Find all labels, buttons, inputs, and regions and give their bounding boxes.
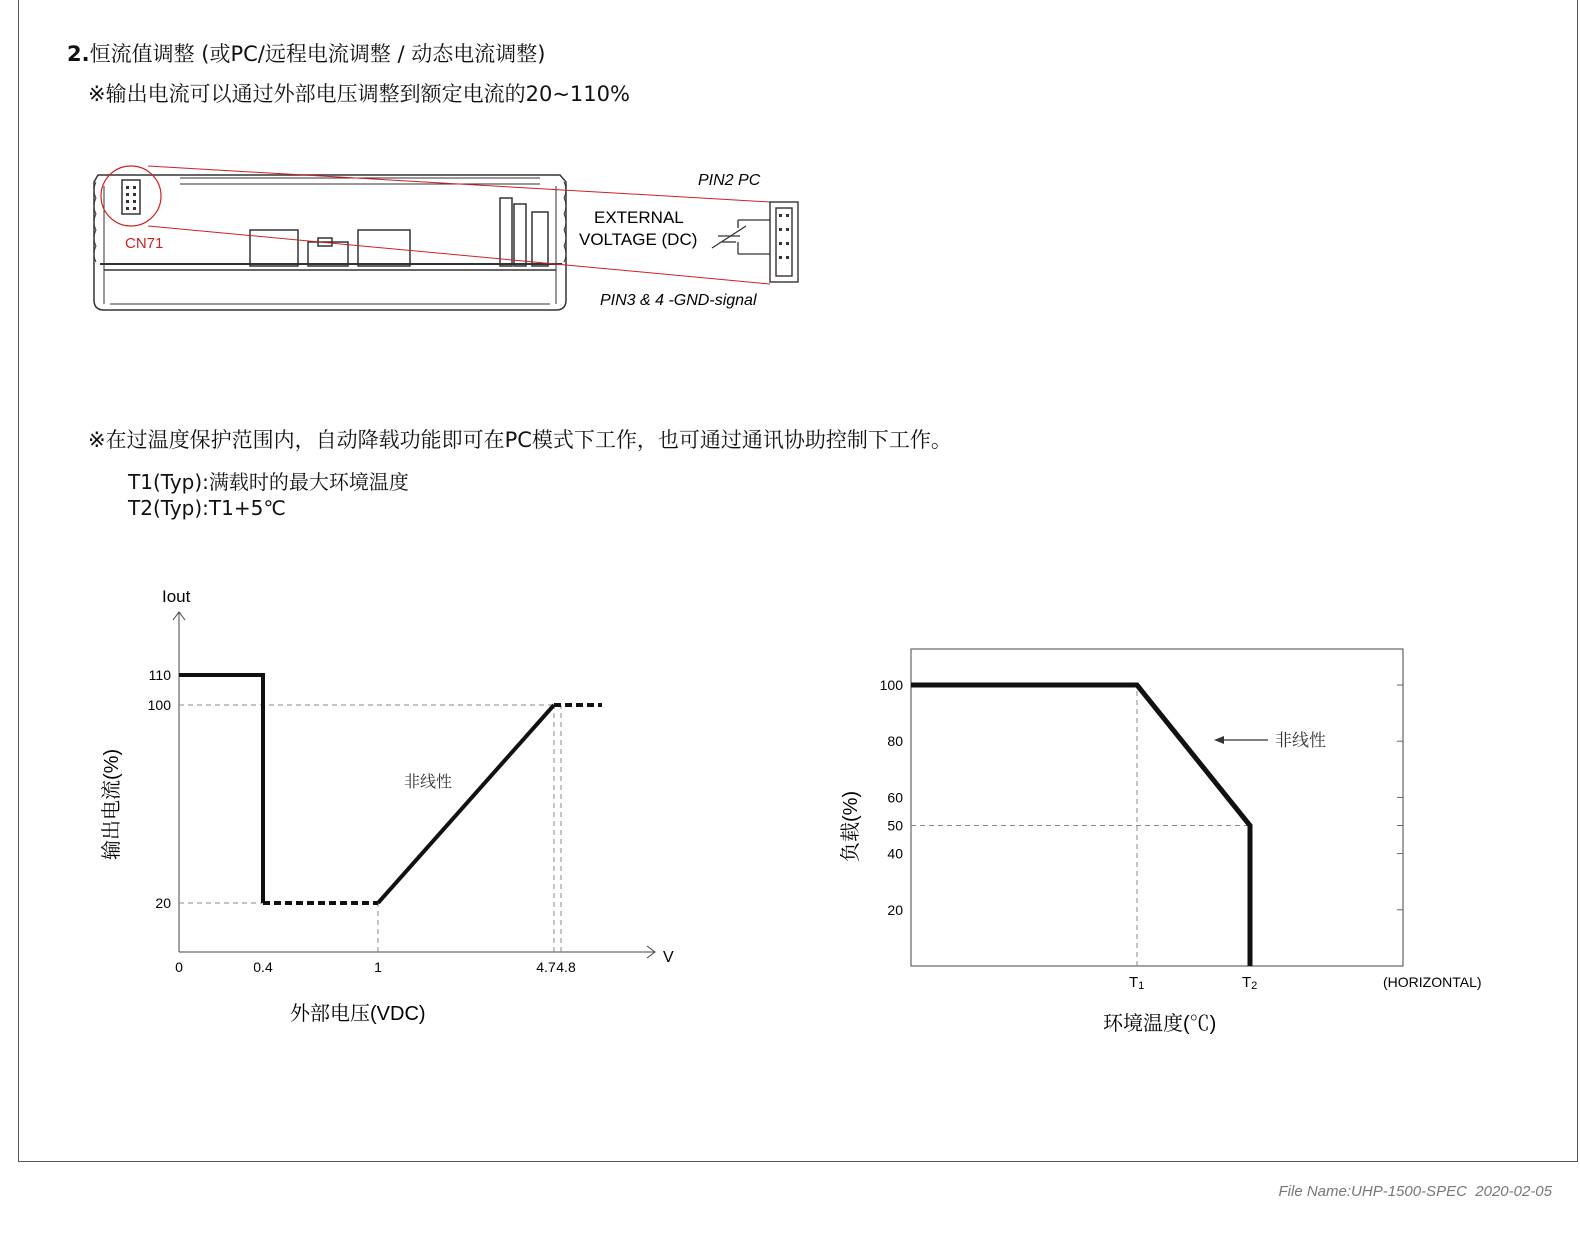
chart2-frame [911, 649, 1403, 966]
cn71-label: CN71 [125, 235, 164, 252]
footer-file-name: File Name:UHP-1500-SPEC [1278, 1183, 1467, 1200]
external-voltage-label-line1: EXTERNAL [594, 208, 684, 227]
chart2-x-ticks [1129, 974, 1257, 992]
chart2-y-tick-label: 80 [887, 733, 903, 750]
chart1-y-tick-label: 100 [147, 697, 171, 713]
chart1-annotation: 非线性 [404, 774, 453, 791]
chart1-y-tick-label: 20 [155, 895, 171, 911]
chart2-x-tick-label: T1 [1129, 974, 1145, 992]
chart2-x-note: (HORIZONTAL) [1383, 974, 1482, 990]
chart1-x-tick-label: 4.7 [536, 959, 556, 975]
chart2-y-tick-label: 60 [887, 789, 903, 806]
chart2-reference-lines [911, 685, 1250, 966]
footer-date: 2020-02-05 [1475, 1183, 1552, 1200]
note-adjust-range: ※输出电流可以通过外部电压调整到额定电流的20~110% [88, 82, 630, 106]
section-title: 恒流值调整 (或PC/远程电流调整 / 动态电流调整) [89, 42, 546, 66]
chart1-x-tick-label: 1 [374, 959, 382, 975]
chart1-x-label: 外部电压(VDC) [290, 1003, 426, 1025]
chart2-y-tick-label: 20 [887, 901, 903, 918]
chart1-y-axis-title: Iout [162, 587, 191, 606]
chart1-x-tick-label: 0 [175, 959, 183, 975]
section-number: 2. [67, 42, 90, 66]
pin34-label: PIN3 & 4 -GND-signal [600, 292, 757, 309]
chart2-y-label: 负载(%) [840, 790, 862, 862]
external-voltage-label-line2: VOLTAGE (DC) [579, 230, 698, 249]
chart2-x-tick-label: T2 [1242, 974, 1258, 992]
chart2-x-label: 环境温度(℃) [1103, 1013, 1217, 1035]
pin2-label: PIN2 PC [698, 172, 761, 189]
chart1-x-unit: V [663, 949, 674, 966]
chart1-x-tick-label: 4.8 [556, 959, 576, 975]
chart2-annotation: 非线性 [1275, 731, 1326, 750]
footer [1279, 1183, 1552, 1200]
chart1-y-label: 输出电流(%) [101, 748, 123, 860]
chart2-annotation-arrow [1214, 736, 1268, 744]
t2-definition: T2(Typ):T1+5℃ [128, 496, 286, 520]
chart2-y-tick-label: 50 [887, 817, 903, 834]
chart2-y-tick-label: 40 [887, 845, 903, 862]
chart2-y-tick-label: 100 [879, 677, 903, 693]
note-derating: ※在过温度保护范围内，自动降载功能即可在PC模式下工作，也可通过通讯协助控制下工作。 [88, 428, 952, 452]
chart2-y-ticks [880, 677, 1403, 918]
chart1-x-tick-label: 0.4 [253, 959, 273, 975]
chart1-y-tick-label: 110 [148, 667, 171, 683]
t1-definition: T1(Typ):满载时的最大环境温度 [128, 470, 409, 494]
